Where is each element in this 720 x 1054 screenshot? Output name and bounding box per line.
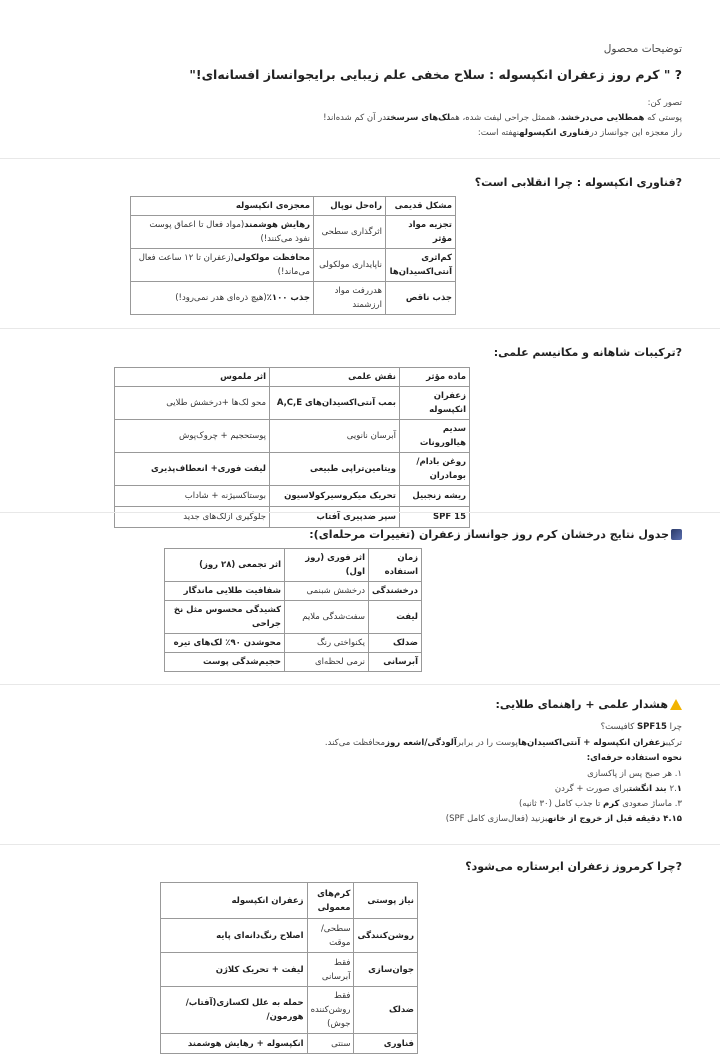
table-row bbox=[131, 249, 456, 282]
table-cell: روشن‌کنندگی bbox=[354, 919, 418, 953]
table-header-cell: معجزه‌ی انکپسوله bbox=[131, 197, 314, 216]
table-header-row bbox=[165, 549, 422, 582]
table-cell: لیفت فوری+ انعطاف‌پذیری bbox=[115, 453, 270, 486]
table-cell: سپر ضدپیری آفتاب bbox=[270, 507, 400, 528]
tech-table bbox=[130, 196, 456, 315]
usage-step: ۴.۱۵ دقیقه قبل از خروج از خانهبزنید (فعال‌سازی کامل SPF) bbox=[445, 814, 682, 824]
table-row bbox=[115, 387, 470, 420]
table-cell: بمب آنتی‌اکسیدان‌های A,C,E bbox=[270, 387, 400, 420]
table-cell: محافظت مولکولی(زعفران تا ۱۲ ساعت فعال می‌ماند!) bbox=[131, 249, 314, 282]
section-label: توضیحات محصول bbox=[603, 43, 682, 55]
table-row bbox=[115, 420, 470, 453]
table-cell: فقط روشن‌کننده جوش) bbox=[307, 987, 354, 1034]
combo-line: ترکیبزعفران انکپسوله + آنتی‌اکسیدان‌هاپوست را در برابرآلودگی/اشعه روزمحافظت می‌کند. bbox=[324, 738, 682, 748]
ingredients-table bbox=[114, 367, 470, 528]
table-cell: انکپسوله + رهایش هوشمند bbox=[161, 1034, 308, 1054]
table-row bbox=[165, 653, 422, 672]
table-cell: ریشه زنجبیل bbox=[400, 486, 470, 507]
table-cell: سنتی bbox=[307, 1034, 354, 1054]
table-row bbox=[165, 582, 422, 601]
table-cell: حجیم‌شدگی پوست bbox=[165, 653, 285, 672]
table-header-row bbox=[115, 368, 470, 387]
table-cell: جذب ناقص bbox=[386, 282, 456, 315]
intro-line-2: راز معجزه این جوانساز درفناوری انکپسولهنهفته است: bbox=[477, 128, 682, 138]
table-header-cell: نیاز پوستی bbox=[354, 883, 418, 919]
table-cell: روغن بادام/بومادران bbox=[400, 453, 470, 486]
table-header-row bbox=[161, 883, 418, 919]
table-row bbox=[131, 216, 456, 249]
table-cell: اصلاح رنگ‌دانه‌ای پایه bbox=[161, 919, 308, 953]
usage-step: ۳. ماساژ صعودی کرم تا جذب کامل (۳۰ ثانیه) bbox=[518, 799, 682, 809]
table-cell: پوستحجیم + چروک‌پوش bbox=[115, 420, 270, 453]
table-row bbox=[165, 634, 422, 653]
spf-question: چرا SPF15 کافیست؟ bbox=[600, 722, 682, 732]
table-cell: نرمی لحظه‌ای bbox=[285, 653, 369, 672]
table-row bbox=[165, 601, 422, 634]
warning-icon bbox=[670, 699, 682, 710]
table-cell: آبرسانی bbox=[369, 653, 422, 672]
usage-step: ۲.۱ بند انگشتبرای صورت + گردن bbox=[554, 784, 682, 794]
table-cell: آبرسان نانویی bbox=[270, 420, 400, 453]
usage-step: ۱. هر صبح پس از پاکسازی bbox=[587, 769, 682, 779]
table-row bbox=[115, 453, 470, 486]
table-cell: ویتامین‌تراپی طبیعی bbox=[270, 453, 400, 486]
compare-table bbox=[160, 882, 418, 1054]
table-cell: حمله به علل لکسازی(آفتاب/هورمون/ bbox=[161, 987, 308, 1034]
table-cell: لیفت + تحریک کلاژن bbox=[161, 953, 308, 987]
table-header-cell: ماده مؤثر bbox=[400, 368, 470, 387]
table-row bbox=[115, 486, 470, 507]
ingredients-heading: ?ترکیبات شاهانه و مکانیسم علمی: bbox=[493, 346, 682, 359]
table-cell: تحریک میکروسیرکولاسیون bbox=[270, 486, 400, 507]
results-heading: جدول نتایج درخشان کرم روز جوانساز زعفران (تغییرات مرحله‌ای): bbox=[309, 528, 682, 541]
table-cell: محو لک‌ها +درخشش طلایی bbox=[115, 387, 270, 420]
table-cell: سطحی/ موقت bbox=[307, 919, 354, 953]
table-cell: بوستاکسیژنه + شاداب bbox=[115, 486, 270, 507]
compare-heading: ?چرا کرمروز زعفران ابرستاره می‌شود؟ bbox=[465, 860, 682, 873]
table-cell: کم‌اثری آنتی‌اکسیدان‌ها bbox=[386, 249, 456, 282]
table-cell: جذب ۱۰۰٪(هیچ ذره‌ای هدر نمی‌رود!) bbox=[131, 282, 314, 315]
table-header-cell: اثر ملموس bbox=[115, 368, 270, 387]
table-cell: ضدلک bbox=[354, 987, 418, 1034]
table-cell: فناوری bbox=[354, 1034, 418, 1054]
table-row bbox=[161, 1034, 418, 1054]
table-cell: جلوگیری ازلک‌های جدید bbox=[115, 507, 270, 528]
table-header-cell: کرم‌های معمولی bbox=[307, 883, 354, 919]
table-cell: محوشدن ۹۰٪ لک‌های تیره bbox=[165, 634, 285, 653]
table-header-cell: نقش علمی bbox=[270, 368, 400, 387]
tech-heading: ?فناوری انکپسوله : چرا انقلابی است؟ bbox=[474, 176, 682, 189]
table-cell: اثرگذاری سطحی bbox=[314, 216, 386, 249]
table-cell: سفت‌شدگی ملایم bbox=[285, 601, 369, 634]
table-row bbox=[131, 282, 456, 315]
table-cell: درخشندگی bbox=[369, 582, 422, 601]
table-header-cell: زعفران انکپسوله bbox=[161, 883, 308, 919]
table-cell: درخشش شبنمی bbox=[285, 582, 369, 601]
results-table bbox=[164, 548, 422, 672]
table-cell: یکنواختی رنگ bbox=[285, 634, 369, 653]
table-row bbox=[161, 953, 418, 987]
intro-label: تصور کن: bbox=[647, 98, 682, 108]
table-cell: فقط آبرسانی bbox=[307, 953, 354, 987]
table-header-cell: زمان استفاده bbox=[369, 549, 422, 582]
usage-label: نحوه استفاده حرفه‌ای: bbox=[586, 753, 682, 763]
table-cell: کشیدگی محسوس مثل نخ جراحی bbox=[165, 601, 285, 634]
table-cell: SPF 15 bbox=[400, 507, 470, 528]
intro-line-1: پوستی که همطلایی می‌درخشد، هممثل جراحی لیفت شده، هملک‌های سرسختدر آن کم شده‌اند! bbox=[323, 113, 682, 123]
table-cell: لیفت bbox=[369, 601, 422, 634]
guide-heading: هشدار علمی + راهنمای طلایی: bbox=[496, 698, 683, 711]
table-header-cell: اثر فوری (روز اول) bbox=[285, 549, 369, 582]
results-icon bbox=[671, 529, 682, 540]
table-cell: ناپایداری مولکولی bbox=[314, 249, 386, 282]
table-header-cell: راه‌حل نوپال bbox=[314, 197, 386, 216]
table-cell: زعفران انکپسوله bbox=[400, 387, 470, 420]
table-header-cell: مشکل قدیمی bbox=[386, 197, 456, 216]
page-title: ? " کرم روز زعفران انکپسوله : سلاح مخفی علم زیبایی برایجوانساز افسانه‌ای!" bbox=[189, 67, 682, 82]
table-cell: تجزیه مواد مؤثر bbox=[386, 216, 456, 249]
table-cell: سدیم هیالورونات bbox=[400, 420, 470, 453]
table-cell: هدررفت مواد ارزشمند bbox=[314, 282, 386, 315]
table-cell: ضدلک bbox=[369, 634, 422, 653]
table-cell: رهایش هوشمند(مواد فعال تا اعماق پوست نفوذ می‌کنند!) bbox=[131, 216, 314, 249]
table-row bbox=[161, 987, 418, 1034]
table-header-row bbox=[131, 197, 456, 216]
table-cell: جوان‌سازی bbox=[354, 953, 418, 987]
table-row bbox=[161, 919, 418, 953]
table-header-cell: اثر تجمعی (۲۸ روز) bbox=[165, 549, 285, 582]
table-cell: شفافیت طلایی ماندگار bbox=[165, 582, 285, 601]
